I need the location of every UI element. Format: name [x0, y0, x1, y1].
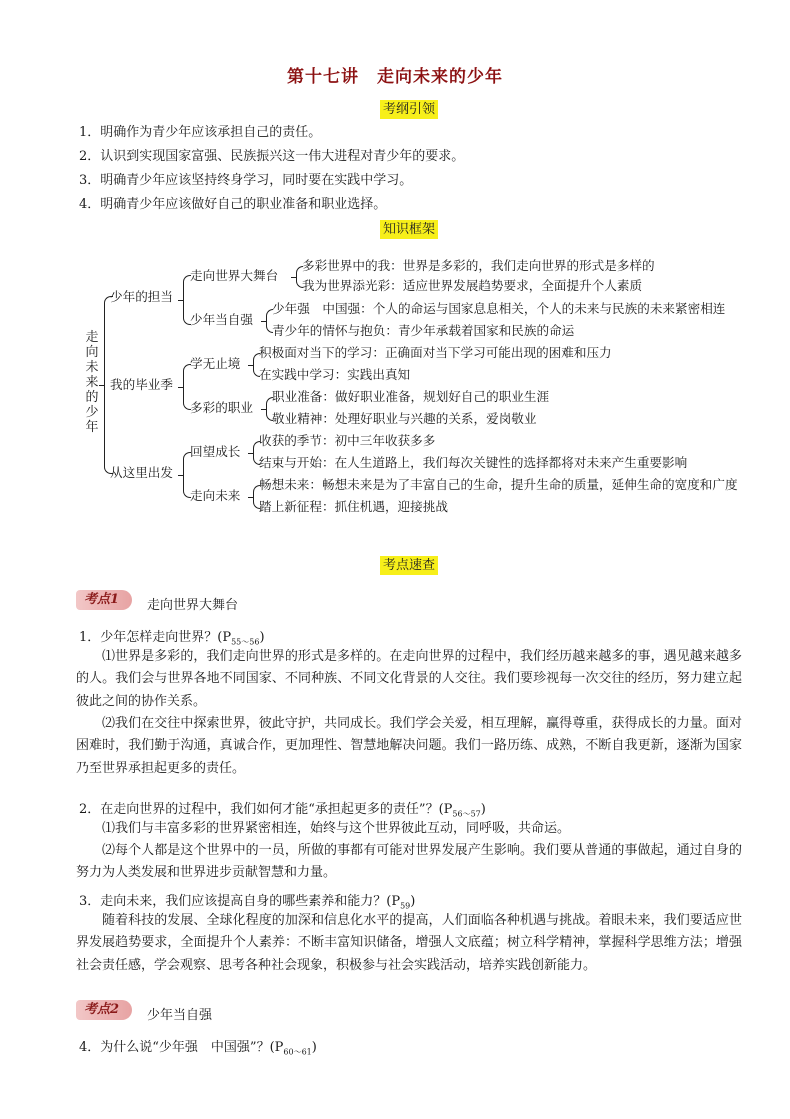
- leaf-item: 收获的季节：初中三年收获多多: [259, 433, 436, 448]
- question-1: 1．少年怎样走向世界？$(P_{55\sim 56})$: [79, 630, 265, 647]
- leaf-item: 职业准备：做好职业准备，规划好自己的职业生涯: [272, 389, 550, 404]
- section-heading-outline: 考纲引领: [380, 100, 438, 119]
- section-heading-quickcheck: 考点速查: [380, 556, 438, 575]
- leaf-item: 多彩世界中的我：世界是多彩的，我们走向世界的形式是多样的: [302, 258, 655, 273]
- sub-label: 少年当自强: [190, 312, 253, 327]
- leaf-item: 畅想未来：畅想未来是为了丰富自己的生命，提升生命的质量，延伸生命的宽度和广度: [259, 477, 738, 492]
- question-3: 3．走向未来，我们应该提高自身的哪些素养和能力？$(P_{59})$: [79, 894, 416, 911]
- sub-label: 走向未来: [190, 488, 241, 503]
- answer-paragraph: 随着科技的发展、全球化程度的加深和信息化水平的提高，人们面临各种机遇与挑战。着眼未来，我们要适应世界发展趋势要求，全面提升个人素养：不断丰富知识储备，增强人文底蕴；树立科学精神，掌握科学思维方法；增强社会责任感，学会观察、思考各种社会现象，积极参与社会实践活动，培养实践创新能力。: [76, 913, 742, 973]
- branch-label: 从这里出发: [110, 465, 173, 480]
- kaodian-title: 走向世界大舞台: [147, 598, 239, 613]
- section-heading-framework: 知识框架: [380, 220, 438, 239]
- leaf-item: 我为世界添光彩：适应世界发展趋势要求，全面提升个人素质: [302, 278, 643, 293]
- kaodian-title: 少年当自强: [147, 1008, 213, 1023]
- leaf-item: 结束与开始：在人生道路上，我们每次关键性的选择都将对未来产生重要影响: [259, 455, 688, 470]
- page-title: 第十七讲 走向未来的少年: [287, 67, 503, 87]
- question-2: 2．在走向世界的过程中，我们如何才能“承担起更多的责任”？$(P_{56\sim 57})$: [79, 802, 486, 819]
- objective-item: 1．明确作为青少年应该承担自己的责任。: [79, 125, 322, 140]
- answer-paragraph: ⑴世界是多彩的，我们走向世界的形式是多样的。在走向世界的过程中，我们经历越来越多的事，遇见越来越多的人。我们会与世界各地不同国家、不同种族、不同文化背景的人交往。我们要珍视每一次交往的经历，努力建立起彼此之间的协作关系。: [76, 649, 742, 709]
- answer-paragraph: ⑵每个人都是这个世界中的一员，所做的事都有可能对世界发展产生影响。我们要从普通的事做起，通过自身的努力为人类发展和世界进步贡献智慧和力量。: [76, 843, 742, 881]
- sub-label: 回望成长: [190, 444, 241, 459]
- branch-label: 我的毕业季: [110, 377, 173, 392]
- leaf-item: 青少年的情怀与抱负：青少年承载着国家和民族的命运: [272, 323, 575, 338]
- leaf-item: 少年强 中国强：个人的命运与国家息息相关，个人的未来与民族的未来紧密相连: [272, 301, 726, 316]
- objective-item: 2．认识到实现国家富强、民族振兴这一伟大进程对青少年的要求。: [79, 149, 465, 164]
- branch-label: 少年的担当: [110, 289, 173, 304]
- leaf-item: 在实践中学习：实践出真知: [259, 367, 411, 382]
- sub-label: 学无止境: [190, 356, 241, 371]
- question-4: 4．为什么说“少年强 中国强”？$(P_{60\sim 61})$: [79, 1040, 317, 1057]
- answer-paragraph: ⑴我们与丰富多彩的世界紧密相连，始终与这个世界彼此互动，同呼吸，共命运。: [102, 821, 571, 836]
- leaf-item: 踏上新征程：抓住机遇，迎接挑战: [259, 499, 448, 514]
- framework-root: 走向未来的少年: [85, 330, 99, 435]
- objective-item: 4．明确青少年应该做好自己的职业准备和职业选择。: [79, 197, 387, 212]
- sub-label: 走向世界大舞台: [190, 268, 279, 283]
- answer-paragraph: ⑵我们在交往中探索世界，彼此守护，共同成长。我们学会关爱，相互理解，赢得尊重，获得成长的力量。面对困难时，我们勤于沟通，真诚合作，更加理性、智慧地解决问题。我们一路历练、成熟，不断自我更新，逐渐为国家乃至世界承担起更多的责任。: [76, 716, 742, 776]
- kaodian-badge: 考点1: [76, 590, 132, 610]
- kaodian-badge: 考点2: [76, 1000, 132, 1020]
- leaf-item: 敬业精神：处理好职业与兴趣的关系，爱岗敬业: [272, 411, 537, 426]
- leaf-item: 积极面对当下的学习：正确面对当下学习可能出现的困难和压力: [259, 345, 612, 360]
- sub-label: 多彩的职业: [190, 400, 253, 415]
- objective-item: 3．明确青少年应该坚持终身学习，同时要在实践中学习。: [79, 173, 413, 188]
